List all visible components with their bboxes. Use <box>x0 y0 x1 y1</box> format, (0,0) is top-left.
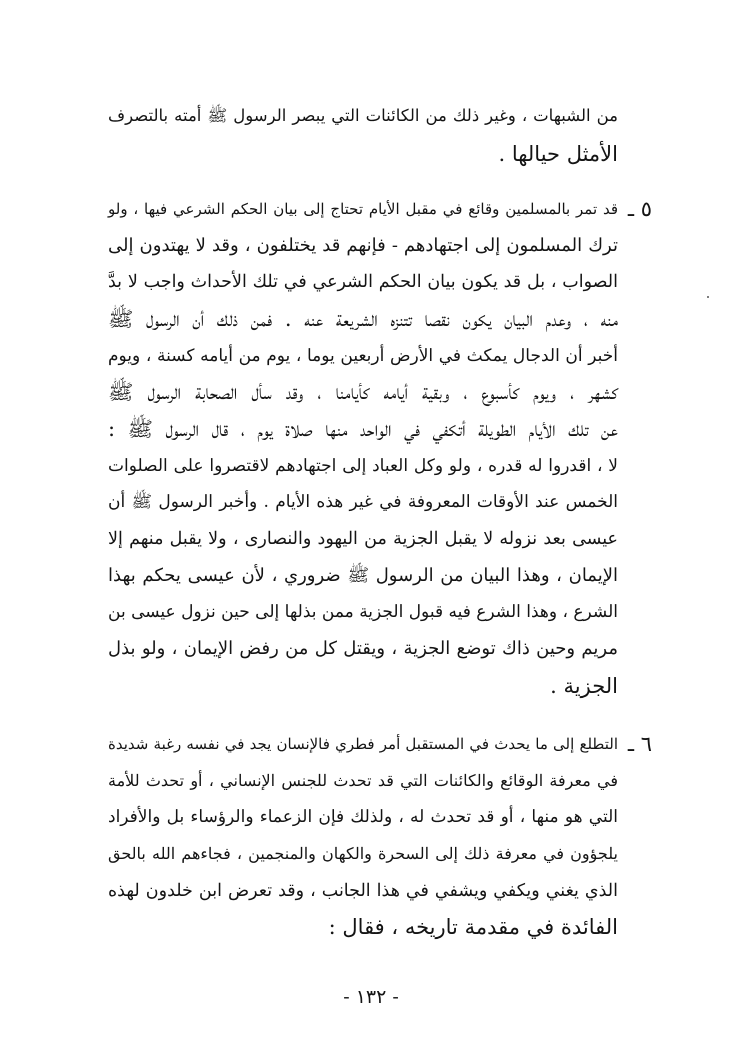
text-line: مريم وحين ذاك توضع الجزية ، ويقتل كل من رفض الإيمان ، ولو بذل <box>108 638 618 659</box>
text-line: الشرع ، وهذا الشرع فيه قبول الجزية ممن بذلها إلى حين نزول عيسى بن <box>108 602 618 622</box>
text-line: منه ، وعدم البيان يكون نقصا تتنزه الشريعة عنه . فمن ذلك أن الرسول ﷺ <box>108 307 618 331</box>
text-line: قد تمر بالمسلمين وقائع في مقبل الأيام تحتاج إلى بيان الحكم الشرعي فيها ، ولو <box>108 200 618 218</box>
text-line: الفائدة في مقدمة تاريخه ، فقال : <box>328 915 618 939</box>
text-line: كشهر ، ويوم كأسبوع ، وبقية أيامه كأيامنا ، وقد سأل الصحابة الرسول ﷺ <box>108 380 618 404</box>
text-line: الجزية . <box>550 674 618 698</box>
text-line: ترك المسلمون إلى اجتهادهم - فإنهم قد يختلفون ، وقد لا يهتدون إلى <box>108 235 618 256</box>
text-line: من الشبهات ، وغير ذلك من الكائنات التي يبصر الرسول ﷺ أمته بالتصرف <box>108 106 618 125</box>
text-line: لا ، اقدروا له قدره ، ولو وكل العباد إلى اجتهادهم لاقتصروا على الصلوات <box>108 456 618 476</box>
text-line: عن تلك الأيام الطويلة أتكفي في الواحد منها صلاة يوم ، قال الرسول ﷺ : <box>108 417 618 441</box>
text-line: في معرفة الوقائع والكائنات التي قد تحدث للجنس الإنساني ، أو تحدث للأمة <box>108 771 618 790</box>
text-line: يلجؤون في معرفة ذلك إلى السحرة والكهان والمنجمين ، فجاءهم الله بالحق <box>108 844 618 863</box>
text-line: التطلع إلى ما يحدث في المستقبل أمر فطري فالإنسان يجد في نفسه رغبة شديدة <box>108 735 618 753</box>
text-line: أخبر أن الدجال يمكث في الأرض أربعين يوما ، يوم من أيامه كسنة ، ويوم <box>108 346 618 366</box>
page-number: - ١٣٢ - <box>343 986 399 1008</box>
text-line: الذي يغني ويكفي ويشفي في هذا الجانب ، وقد تعرض ابن خلدون لهذه <box>108 881 618 901</box>
item-number-6: ٦ ـ <box>627 732 652 756</box>
text-line: الإيمان ، وهذا البيان من الرسول ﷺ ضروري ، لأن عيسى يحكم بهذا <box>108 565 618 586</box>
text-line: عيسى بعد نزوله لا يقبل الجزية من اليهود والنصارى ، ولا يقبل منهم إلا <box>108 529 618 549</box>
item-number-5: ٥ ـ <box>627 197 652 221</box>
scan-speck <box>707 296 709 298</box>
text-line: الأمثل حيالها . <box>498 142 618 166</box>
text-line: التي هو منها ، أو قد تحدث له ، ولذلك فإن الزعماء والرؤساء بل والأفراد <box>108 807 618 827</box>
text-line: الصواب ، بل قد يكون بيان الحكم الشرعي في تلك الأحداث واجب لا بدَّ <box>108 272 618 292</box>
text-line: الخمس عند الأوقات المعروفة في غير هذه الأيام . وأخبر الرسول ﷺ أن <box>108 492 618 512</box>
